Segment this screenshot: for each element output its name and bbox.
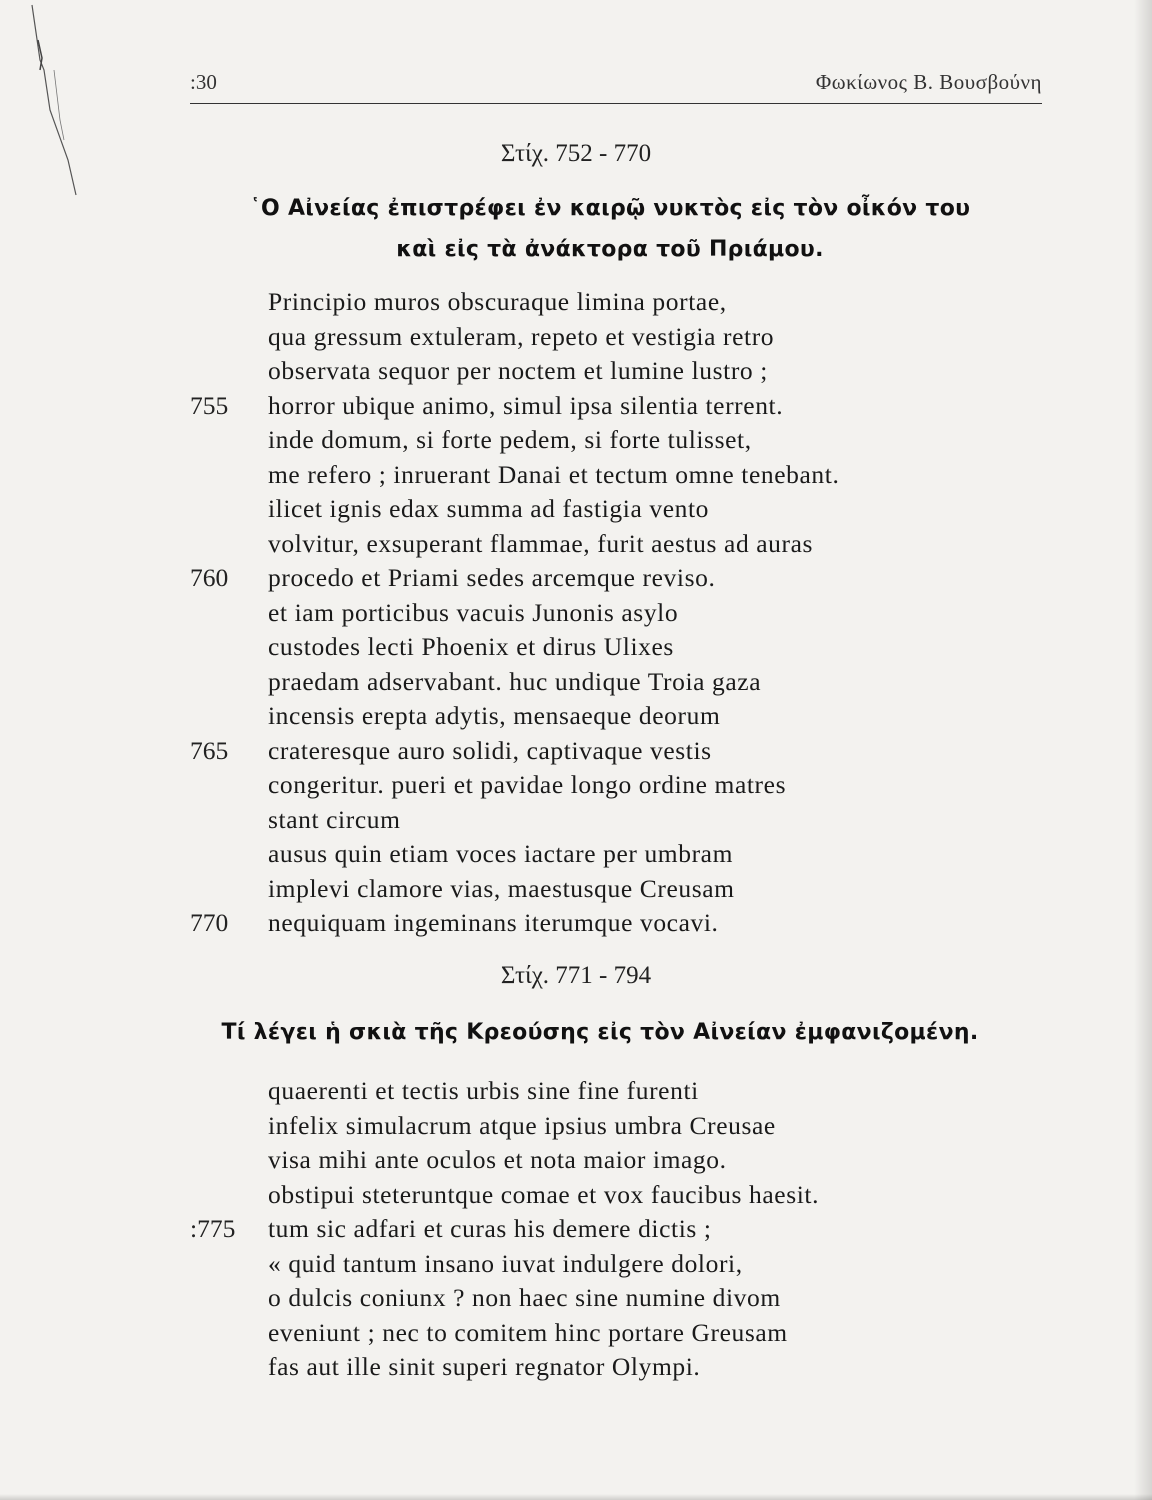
- verse-line: [0, 1142, 1152, 1177]
- verse-line: [0, 871, 1152, 906]
- line-number: :775: [190, 1214, 236, 1243]
- section-heading-2: [140, 1012, 1060, 1053]
- verse-text: inde domum, si forte pedem, si forte tulisset,: [268, 425, 752, 454]
- verse-line: [0, 905, 1152, 940]
- verse-line: [0, 353, 1152, 388]
- verse-text: stant circum: [268, 804, 401, 834]
- verse-text: volvitur, exsuperant flammae, furit aestus ad auras: [268, 528, 814, 558]
- verse-text: ausus quin etiam voces iactare per umbram: [268, 839, 734, 868]
- verse-text: me refero ; inruerant Danai et tectum omne tenebant.: [268, 459, 840, 489]
- verse-text: fas aut ille sinit superi regnator Olympi.: [268, 1352, 701, 1381]
- verse-text: et iam porticibus vacuis Junonis asylo: [268, 597, 679, 627]
- verse-line: [0, 629, 1152, 664]
- verse-line: [0, 1177, 1152, 1212]
- verse-text: Principio muros obscuraque limina portae,: [268, 287, 727, 316]
- page-edge-shadow: [1134, 0, 1152, 1500]
- verse-line: [0, 491, 1152, 526]
- verse-range-1: Στίχ. 752 - 770: [500, 140, 652, 167]
- verse-line: [0, 836, 1152, 871]
- verse-line: [0, 595, 1152, 630]
- verse-line: [0, 733, 1152, 768]
- verse-line: [0, 526, 1152, 561]
- verse-line: [0, 802, 1152, 837]
- verse-text: observata sequor per noctem et lumine lustro ;: [268, 356, 768, 385]
- verse-line: [0, 388, 1152, 423]
- verse-text: procedo et Priami sedes arcemque reviso.: [268, 563, 716, 592]
- verse-line: [0, 1108, 1152, 1143]
- verse-line: [0, 664, 1152, 699]
- verse-text: quaerenti et tectis urbis sine fine furenti: [268, 1076, 699, 1105]
- verse-line: [0, 1349, 1152, 1384]
- heading-line: Τί λέγει ἡ σκιὰ τῆς Κρεούσης εἰς τὸν Αἰνείαν ἐμφανιζομένη.: [221, 1020, 979, 1045]
- heading-line: καὶ εἰς τὰ ἀνάκτορα τοῦ Πριάμου.: [396, 237, 824, 262]
- verse-text: tum sic adfari et curas his demere dictis ;: [268, 1214, 712, 1243]
- verse-text: visa mihi ante oculos et nota maior imago.: [268, 1145, 727, 1174]
- verse-text: qua gressum extuleram, repeto et vestigia retro: [268, 321, 775, 351]
- line-number: 760: [190, 563, 229, 592]
- page-header: [190, 70, 1042, 100]
- heading-line: ῾Ο Αἰνείας ἐπιστρέφει ἐν καιρῷ νυκτὸς εἰς τὸν οἶκόν του: [249, 196, 971, 221]
- line-number: 770: [190, 908, 229, 937]
- verse-line: [0, 767, 1152, 802]
- verse-line: [0, 319, 1152, 354]
- scratch-marks: [30, 0, 90, 200]
- verse-text: eveniunt ; nec to comitem hinc portare Greusam: [268, 1317, 788, 1347]
- section-heading-1: [170, 188, 1050, 270]
- verse-text: obstipui steteruntque comae et vox faucibus haesit.: [268, 1179, 820, 1209]
- header-rule: [190, 103, 1042, 104]
- verse-text: horror ubique animo, simul ipsa silentia terrent.: [268, 390, 784, 420]
- verse-text: implevi clamore vias, maestusque Creusam: [268, 873, 735, 903]
- line-number: 755: [190, 390, 229, 420]
- verse-line: [0, 698, 1152, 733]
- verse-text: ilicet ignis edax summa ad fastigia vento: [268, 494, 709, 523]
- verse-text: nequiquam ingeminans iterumque vocavi.: [268, 908, 719, 937]
- verse-text: crateresque auro solidi, captivaque vestis: [268, 735, 712, 765]
- verse-text: incensis erepta adytis, mensaeque deorum: [268, 701, 721, 730]
- verse-line: [0, 457, 1152, 492]
- verse-line: [0, 1315, 1152, 1350]
- verse-line: [0, 1280, 1152, 1315]
- verse-text: o dulcis coniunx ? non haec sine numine divom: [268, 1283, 781, 1312]
- line-number: 765: [190, 735, 229, 765]
- verse-text: « quid tantum insano iuvat indulgere dolori,: [268, 1248, 743, 1278]
- verse-range-2: Στίχ. 771 - 794: [500, 962, 652, 989]
- verse-line: [0, 422, 1152, 457]
- verse-text: infelix simulacrum atque ipsius umbra Creusae: [268, 1110, 776, 1140]
- page-number: :30: [190, 70, 217, 94]
- verse-text: custodes lecti Phoenix et dirus Ulixes: [268, 632, 674, 661]
- verse-line: [0, 1246, 1152, 1281]
- verse-line: [0, 1211, 1152, 1246]
- verse-text: congeritur. pueri et pavidae longo ordine matres: [268, 770, 787, 799]
- running-head: Φωκίωνος Β. Βουσβούνη: [815, 70, 1042, 94]
- verse-text: praedam adservabant. huc undique Troia gaza: [268, 666, 762, 696]
- verse-line: [0, 284, 1152, 319]
- verse-line: [0, 560, 1152, 595]
- page-bottom-edge: [0, 1494, 1152, 1500]
- verse-line: [0, 1073, 1152, 1108]
